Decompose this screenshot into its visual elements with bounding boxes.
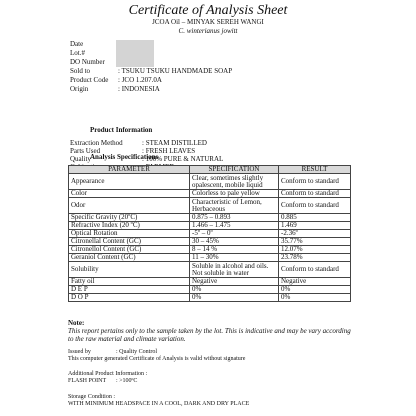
specification-cell: Colorless to pale yellow <box>190 190 279 198</box>
specification-cell: 0% <box>190 286 279 294</box>
specification-cell: Negative <box>190 278 279 286</box>
column-header-result: RESULT <box>279 166 351 174</box>
table-row <box>69 262 351 278</box>
result-cell: 1.469 <box>279 222 351 230</box>
table-header-row <box>69 166 351 174</box>
parameter-cell: Refractive Index (20 ºC) <box>69 222 190 230</box>
table-row <box>69 286 351 294</box>
result-cell: Conform to standard <box>279 190 351 198</box>
parameter-cell: Color <box>69 190 190 198</box>
info-label: Quality <box>70 155 91 163</box>
specification-cell: 11 – 30% <box>190 254 279 262</box>
flash-point-label: FLASH POINT <box>68 378 107 384</box>
result-cell: -2.36º <box>279 230 351 238</box>
meta-label: DO Number <box>70 58 105 66</box>
parameter-cell: Odor <box>69 198 190 214</box>
info-row <box>70 139 223 147</box>
storage-block <box>68 394 249 408</box>
table-row <box>69 190 351 198</box>
table-row <box>69 278 351 286</box>
column-header-parameter: PARAMETER <box>69 166 190 174</box>
specification-cell: 30 – 45% <box>190 238 279 246</box>
product-info-heading: Product Information <box>90 126 153 134</box>
meta-label: Sold to <box>70 67 91 75</box>
parameter-cell: Citronellal Content (GC) <box>69 238 190 246</box>
result-cell: Negative <box>279 278 351 286</box>
additional-heading: Additional Product Information : <box>68 371 148 377</box>
parameter-cell: Citronellol Content (GC) <box>69 246 190 254</box>
table-row <box>69 254 351 262</box>
meta-value: : JCO 1.207.0A <box>118 76 162 84</box>
result-cell: Conform to standard <box>279 198 351 214</box>
result-cell: 35.77% <box>279 238 351 246</box>
specification-cell: Soluble in alcohol and oils. Not soluble in water <box>190 262 279 278</box>
table-row <box>69 294 351 302</box>
meta-label: Product Code <box>70 76 109 84</box>
flash-point-value: : >100ºC <box>116 378 138 384</box>
product-line: JCOA Oil – MINYAK SEREH WANGI <box>152 18 264 26</box>
parameter-cell: Solubility <box>69 262 190 278</box>
column-header-specification: SPECIFICATION <box>190 166 279 174</box>
parameter-cell: D O P <box>69 294 190 302</box>
issued-value: : Quality Control <box>116 349 157 355</box>
redacted-area <box>116 40 154 67</box>
meta-value: : INDONESIA <box>118 85 160 93</box>
result-cell: 0.885 <box>279 214 351 222</box>
flash-point-row <box>68 378 147 385</box>
info-value: : FRESH LEAVES <box>142 147 196 155</box>
specification-cell: 0.875 – 0.893 <box>190 214 279 222</box>
additional-info-block <box>68 371 147 385</box>
meta-label: Lot.# <box>70 49 85 57</box>
table-row <box>69 198 351 214</box>
specification-cell: 0% <box>190 294 279 302</box>
parameter-cell: D E P <box>69 286 190 294</box>
meta-label: Date <box>70 40 84 48</box>
info-label: Extraction Method <box>70 139 123 147</box>
meta-block <box>70 40 232 94</box>
result-cell: 0% <box>279 294 351 302</box>
parameter-cell: Fatty oil <box>69 278 190 286</box>
specification-cell: 1.466 – 1.475 <box>190 222 279 230</box>
info-value: : 100% PURE & NATURAL <box>142 155 224 163</box>
meta-row-sold-to <box>70 67 232 76</box>
specification-cell: -5º – 0º <box>190 230 279 238</box>
analysis-table <box>68 165 351 302</box>
note-heading: Note: <box>68 319 85 327</box>
meta-row-origin <box>70 85 232 94</box>
table-row <box>69 174 351 190</box>
parameter-cell: Optical Rotation <box>69 230 190 238</box>
result-cell: Conform to standard <box>279 262 351 278</box>
issued-label: Issued by <box>68 349 91 355</box>
note-block <box>68 319 353 343</box>
parameter-cell: Appearance <box>69 174 190 190</box>
species-name: C. winterianus jowitt <box>178 27 238 35</box>
specification-cell: Clear, sometimes slightly opalescent, mobile liquid <box>190 174 279 190</box>
info-value: : STEAM DISTILLED <box>142 139 207 147</box>
meta-value: : TSUKU TSUKU HANDMADE SOAP <box>118 67 233 75</box>
specification-cell: 8 – 14 % <box>190 246 279 254</box>
issued-row <box>68 349 245 356</box>
storage-heading: Storage Condition : <box>68 394 115 400</box>
meta-row-product-code <box>70 76 232 85</box>
issued-block <box>68 349 245 363</box>
parameter-cell: Specific Gravity (20ºC) <box>69 214 190 222</box>
storage-text: WITH MINIMUM HEADSPACE IN A COOL, DARK AND DRY PLACE <box>68 401 250 407</box>
result-cell: Conform to standard <box>279 174 351 190</box>
parameter-cell: Geraniol Content (GC) <box>69 254 190 262</box>
signature-disclaimer: This computer generated Certificate of Analysis is valid without signature <box>68 356 246 362</box>
note-text: This report pertains only to the sample taken by the lot. This is indicative and may be vary according to the raw material and climate variation. <box>68 327 351 343</box>
specification-cell: Characteristic of Lemon, Herbaceous <box>190 198 279 214</box>
result-cell: 0% <box>279 286 351 294</box>
meta-label: Origin <box>70 85 89 93</box>
result-cell: 23.78% <box>279 254 351 262</box>
document-title: Certificate of Analysis Sheet <box>128 3 288 18</box>
result-cell: 12.07% <box>279 246 351 254</box>
analysis-heading: Analysis Specifications <box>90 153 159 161</box>
info-label: Parts Used <box>70 147 101 155</box>
